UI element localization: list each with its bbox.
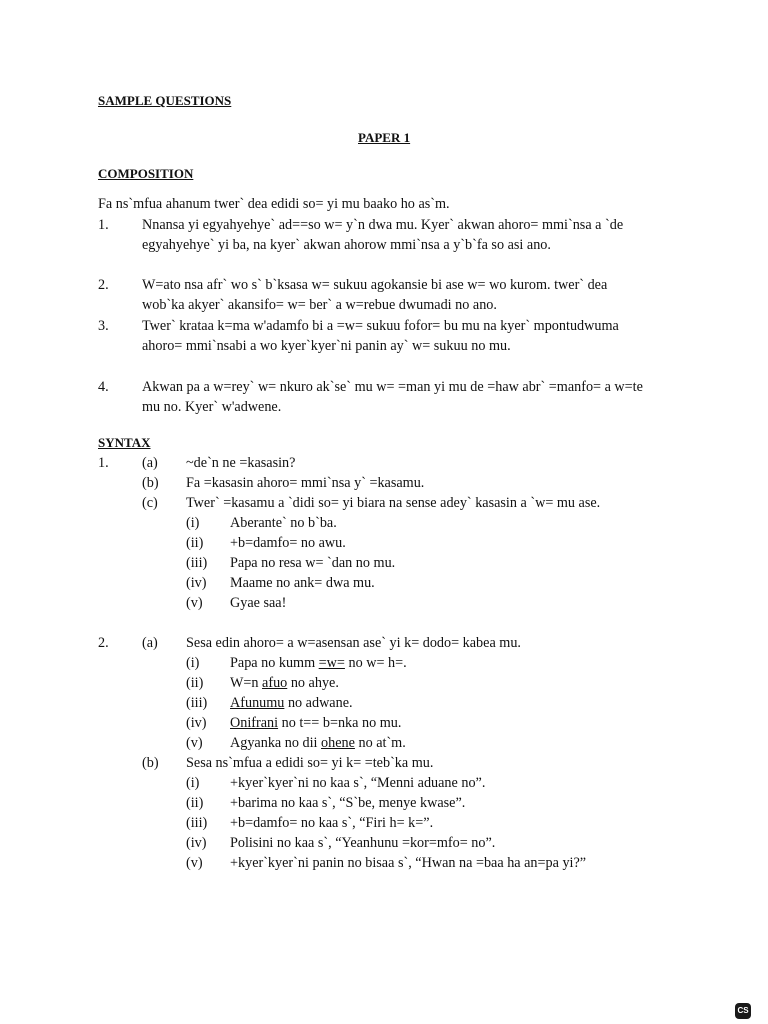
item-line: ahoro= mmi`nsabi a wo kyer`kyer`ni panin ay` w= sukuu no mu. [142, 338, 511, 354]
part-label: (b) [142, 475, 159, 491]
item-line: egyahyehye` yi ba, na kyer` akwan ahorow mmi`nsa a y`b`fa so asi ano. [142, 237, 551, 253]
part-label: (a) [142, 455, 158, 471]
sub-item-text: +barima no kaa s`, “S`be, menye kwase”. [230, 795, 466, 811]
item-number: 2. [98, 277, 109, 293]
part-label: (b) [142, 755, 159, 771]
item-line: Akwan pa a w=rey` w= nkuro ak`se` mu w= =man yi mu de =haw abr` =manfo= a w=te [142, 379, 643, 395]
sub-item-label: (v) [186, 855, 203, 871]
question-number: 1. [98, 455, 109, 471]
sub-item-text: Aberante` no b`ba. [230, 515, 337, 531]
sub-item-text: +kyer`kyer`ni panin no bisaa s`, “Hwan na =baa ha an=pa yi?” [230, 855, 587, 871]
sub-item-text: Agyanka no dii ohene no at`m. [230, 735, 406, 751]
sub-item-text: Papa no resa w= `dan no mu. [230, 555, 396, 571]
part-label: (c) [142, 495, 158, 511]
underlined-noun: afuo [262, 675, 288, 691]
item-line: mu no. Kyer` w'adwene. [142, 399, 282, 415]
camscanner-logo-icon: CS [735, 1003, 751, 1019]
sub-item-text: Papa no kumm =w= no w= h=. [230, 655, 407, 671]
sub-item-label: (v) [186, 595, 203, 611]
sub-item-text: +kyer`kyer`ni no kaa s`, “Menni aduane no”. [230, 775, 486, 791]
underlined-noun: ohene [321, 735, 355, 751]
sub-item-label: (iv) [186, 835, 207, 851]
question-number: 2. [98, 635, 109, 651]
part-text: Fa =kasasin ahoro= mmi`nsa y` =kasamu. [186, 475, 425, 491]
syntax-heading: SYNTAX [98, 435, 151, 450]
sub-item-label: (iii) [186, 555, 208, 571]
sub-item-text: Onifrani no t== b=nka no mu. [230, 715, 402, 731]
sub-item-label: (iv) [186, 575, 207, 591]
sub-item-text: Gyae saa! [230, 595, 287, 611]
item-line: wob`ka akyer` akansifo= w= ber` a w=rebue dwumadi no ano. [142, 297, 497, 313]
item-line: W=ato nsa afr` wo s` b`ksasa w= sukuu agokansie bi ase w= wo kurom. twer` dea [142, 277, 608, 293]
sub-item-text: W=n afuo no ahye. [230, 675, 339, 691]
sub-item-text: Polisini no kaa s`, “Yeanhunu =kor=mfo= no”. [230, 835, 496, 851]
sub-item-label: (iv) [186, 715, 207, 731]
sub-item-label: (ii) [186, 535, 204, 551]
part-label: (a) [142, 635, 158, 651]
part-text: Sesa ns`mfua a edidi so= yi k= =teb`ka mu. [186, 755, 434, 771]
part-text: Twer` =kasamu a `didi so= yi biara na sense adey` kasasin a `w= mu ase. [186, 495, 601, 511]
underlined-noun: Afunumu [230, 695, 285, 711]
sub-item-label: (iii) [186, 695, 208, 711]
sub-item-label: (ii) [186, 795, 204, 811]
sub-item-text: +b=damfo= no kaa s`, “Firi h= k=”. [230, 815, 434, 831]
underlined-noun: Onifrani [230, 715, 279, 731]
sub-item-text: Maame no ank= dwa mu. [230, 575, 375, 591]
composition-heading: COMPOSITION [98, 166, 194, 181]
sub-item-label: (i) [186, 775, 200, 791]
item-line: Nnansa yi egyahyehye` ad==so w= y`n dwa mu. Kyer` akwan ahoro= mmi`nsa a `de [142, 217, 624, 233]
composition-intro: Fa ns`mfua ahanum twer` dea edidi so= yi mu baako ho as`m. [98, 196, 450, 212]
sub-item-text: +b=damfo= no awu. [230, 535, 346, 551]
item-number: 4. [98, 379, 109, 395]
item-line: Twer` krataa k=ma w'adamfo bi a =w= sukuu fofor= bu mu na kyer` mpontudwuma [142, 318, 619, 334]
sub-item-text: Afunumu no adwane. [230, 695, 353, 711]
sub-item-label: (i) [186, 515, 200, 531]
paper-heading: PAPER 1 [358, 130, 411, 145]
part-text: Sesa edin ahoro= a w=asensan ase` yi k= dodo= kabea mu. [186, 635, 521, 651]
sub-item-label: (ii) [186, 675, 204, 691]
sub-item-label: (v) [186, 735, 203, 751]
underlined-noun: =w= [318, 655, 345, 671]
sub-item-label: (iii) [186, 815, 208, 831]
item-number: 1. [98, 217, 109, 233]
item-number: 3. [98, 318, 109, 334]
part-text: ~de`n ne =kasasin? [186, 455, 296, 471]
sub-item-label: (i) [186, 655, 200, 671]
sample-questions-heading: SAMPLE QUESTIONS [98, 93, 232, 108]
